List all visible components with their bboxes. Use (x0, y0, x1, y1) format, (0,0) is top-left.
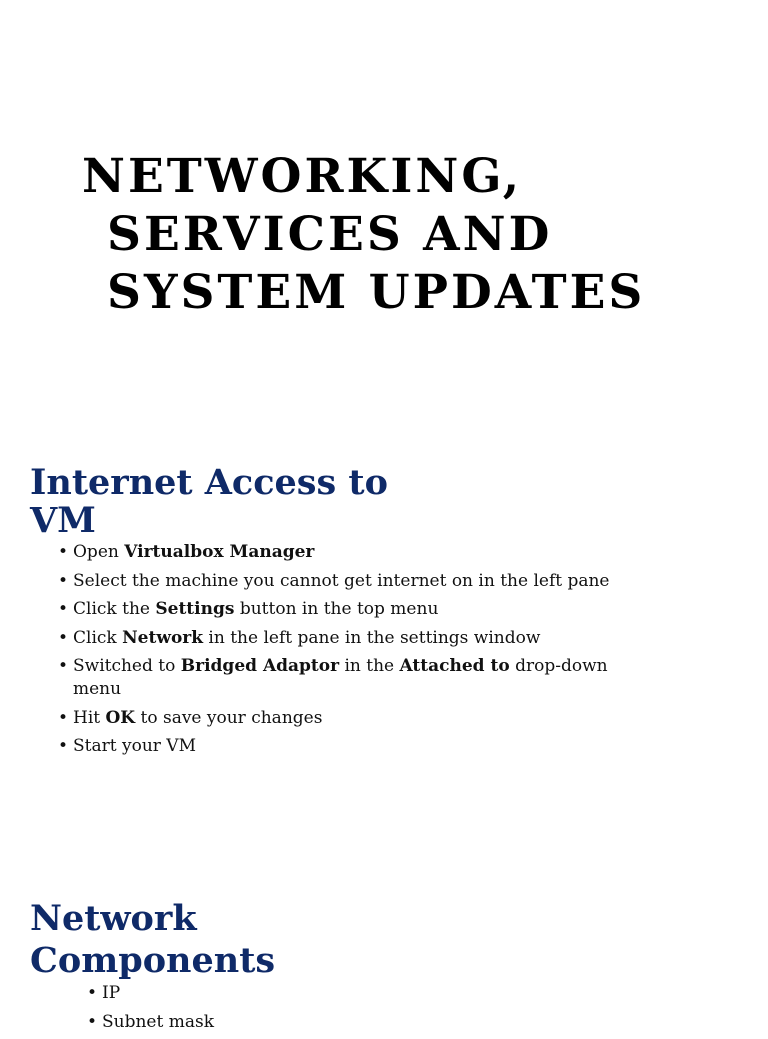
list-item (58, 598, 648, 621)
heading-line-2: Components (30, 940, 276, 981)
bold-text: OK (105, 707, 136, 728)
list-item (58, 541, 648, 564)
page-title (82, 148, 645, 322)
list-item (58, 707, 648, 730)
title-line-1: NETWORKING, (82, 149, 523, 204)
list-item (58, 655, 648, 701)
list-item (87, 1011, 587, 1034)
heading-line-1: Network (30, 898, 197, 939)
title-line-2: SERVICES AND (107, 207, 553, 262)
bold-text: Virtualbox Manager (124, 542, 315, 562)
text-run: Start your VM (73, 736, 196, 756)
list-item (87, 982, 587, 1005)
text-run: drop-down menu (73, 656, 608, 699)
section-heading-internet-access (30, 464, 388, 540)
text-run: Hit (73, 707, 106, 728)
list-item (58, 627, 648, 650)
list-item (58, 570, 648, 593)
internet-access-steps-list (58, 541, 648, 764)
text-run: button in the top menu (234, 599, 439, 619)
text-run: to save your changes (135, 707, 323, 728)
heading-line-1: Internet Access to (30, 462, 388, 503)
text-run: Click (73, 627, 123, 648)
text-run: in the (339, 656, 400, 676)
text-run: Click the (73, 599, 156, 619)
list-item (58, 735, 648, 758)
text-run: Switched to (73, 656, 181, 676)
text-run: Select the machine you cannot get internet on in the left pane (73, 570, 610, 591)
heading-line-2: VM (30, 500, 96, 541)
text-run: IP (102, 983, 121, 1003)
text-run: Subnet mask (102, 1011, 215, 1032)
network-components-list (87, 982, 587, 1039)
bold-text: Settings (155, 599, 235, 619)
section-heading-network-components (30, 898, 275, 982)
text-run: Open (73, 542, 125, 562)
bold-text: Network (122, 627, 204, 648)
bold-text: Attached to (399, 656, 510, 676)
text-run: in the left pane in the settings window (203, 627, 541, 648)
bold-text: Bridged Adaptor (180, 656, 340, 676)
title-line-3: SYSTEM UPDATES (107, 265, 646, 320)
